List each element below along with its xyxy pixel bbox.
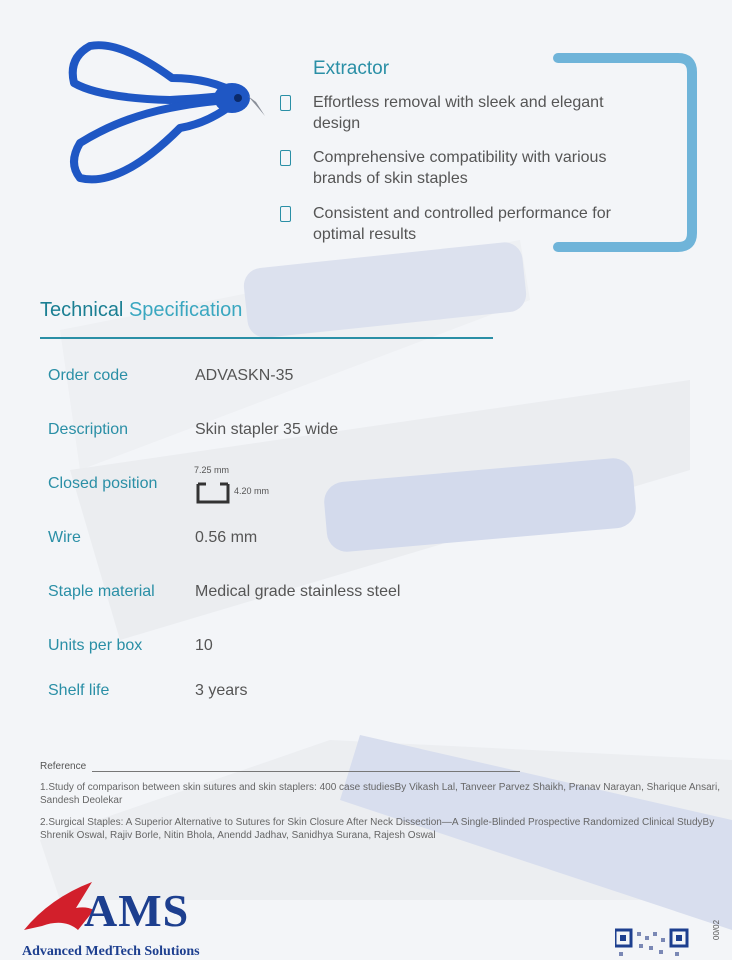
extractor-title: Extractor — [313, 58, 390, 79]
spec-title-part2: Specification — [128, 299, 243, 321]
staple-height-label: 4.20 mm — [234, 486, 270, 496]
spec-value: Skin stapler 35 wide — [195, 421, 339, 438]
feature-item — [280, 203, 640, 245]
reference-item: 1.Study of comparison between skin sutures and skin staplers: 400 case studiesBy Vikash Lal, Tanveer Parvez Shaikh, Pranav Narayan, Sharique Ansari, Sandesh Deolekar — [40, 782, 721, 806]
feature-text: Comprehensive compatibility with various brands of skin staples — [313, 149, 607, 187]
feature-text: Effortless removal with sleek and elegant design — [313, 94, 604, 132]
document-code: 00/02 — [712, 919, 721, 940]
spec-row-wire — [48, 529, 708, 553]
brand-tagline: Advanced MedTech Solutions — [22, 944, 200, 959]
spec-row-description — [48, 421, 708, 445]
spec-label: Description — [48, 421, 129, 438]
spec-title — [40, 299, 242, 322]
qr-code-icon[interactable] — [615, 928, 689, 960]
reference-divider — [92, 771, 520, 772]
spec-row-order-code — [48, 367, 708, 391]
reference-heading: Reference — [40, 761, 87, 772]
spec-divider — [40, 337, 493, 339]
spec-label: Closed position — [48, 475, 158, 492]
spec-label: Wire — [48, 529, 81, 546]
spec-value: ADVASKN-35 — [195, 367, 294, 384]
feature-text: Consistent and controlled performance for optimal results — [313, 205, 611, 243]
feature-item — [280, 92, 640, 134]
spec-label: Staple material — [48, 583, 155, 600]
spec-label: Units per box — [48, 637, 143, 654]
checkbox-icon — [280, 150, 291, 166]
spec-row-staple-material — [48, 583, 708, 607]
checkbox-icon — [280, 95, 291, 111]
checkbox-icon — [280, 206, 291, 222]
spec-value: 0.56 mm — [195, 529, 258, 546]
spec-value: 3 years — [195, 682, 248, 699]
spec-value: 10 — [195, 637, 213, 654]
spec-label: Shelf life — [48, 682, 110, 699]
extractor-tool-image — [60, 38, 270, 193]
staple-width-label: 7.25 mm — [194, 465, 230, 475]
spec-row-shelf-life — [48, 682, 708, 706]
spec-row-units-per-box — [48, 637, 708, 661]
reference-item: 2.Surgical Staples: A Superior Alternative to Sutures for Skin Closure After Neck Dissection—A Single-Blinded Prospective Randomized Clinical StudyBy Shrenik Oswal, Rajiv Borle, Nitin Bhola, Anendd Jadhav, Sanidhya Surana, Rajesh Oswal — [40, 817, 715, 841]
feature-item — [280, 147, 640, 189]
brand-name: AMS — [84, 885, 190, 936]
spec-label: Order code — [48, 367, 129, 384]
spec-title-part1: Technical — [40, 299, 124, 321]
spec-value: Medical grade stainless steel — [195, 583, 401, 600]
spec-row-closed-position — [48, 475, 708, 499]
